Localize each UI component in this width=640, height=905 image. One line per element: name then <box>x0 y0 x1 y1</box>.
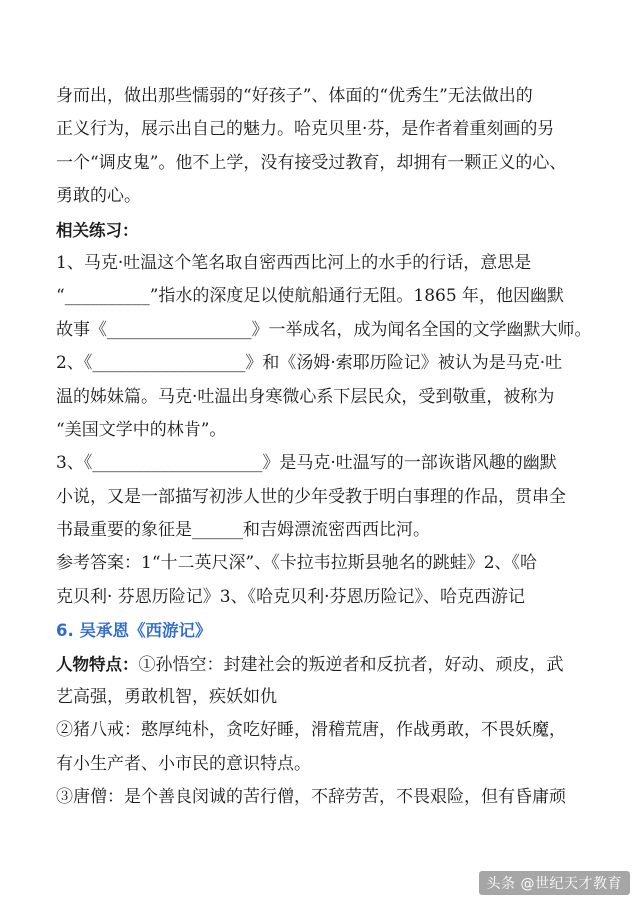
exercise-line: “__________”指水的深度足以使航船通行无阻。1865 年，他因幽默 <box>56 286 565 307</box>
traits-line: ③唐僧：是个善良闵诚的苦行僧，不辞劳苦，不畏艰险，但有昏庸顽 <box>56 787 566 808</box>
traits-line: 有小生产者、小市民的意识特点。 <box>56 753 311 774</box>
exercise-line: 温的姊妹篇。马克·吐温出身寒微心系下层民众，受到敬重，被称为 <box>56 386 555 407</box>
traits-line: 艺高强，勇敢机智，疾妖如仇 <box>56 687 277 708</box>
traits-text: ①孙悟空：封建社会的叛逆者和反抗者，好动、顽皮，武 <box>138 654 564 675</box>
paragraph-line: 一个“调皮鬼”。他不上学，没有接受过教育，却拥有一颗正义的心、 <box>56 152 567 173</box>
paragraph-line: 正义行为，展示出自己的魅力。哈克贝里·芬，是作者着重刻画的另 <box>56 119 555 140</box>
exercise-line: 1、马克·吐温这个笔名取自密西西比河上的水手的行话，意思是 <box>56 252 532 273</box>
traits-label: 人物特点： <box>56 654 139 674</box>
exercise-line: 2、《__________________》和《汤姆·索耶历险记》被认为是马克·吐 <box>56 353 563 374</box>
document-body <box>56 80 596 815</box>
exercise-line: 故事《_________________》一举成名，成为闻名全国的文学幽默大师。 <box>56 319 592 340</box>
section-heading-practice: 相关练习： <box>56 220 139 240</box>
exercise-line: “美国文学中的林肯”。 <box>56 419 227 440</box>
traits-line <box>56 648 596 681</box>
answer-line: 克贝利· 芬恩历险记》3、《哈克贝利·芬恩历险记》、哈克西游记 <box>56 586 526 607</box>
exercise-line: 书最重要的象征是______和吉姆漂流密西西比河。 <box>56 520 430 541</box>
source-watermark: 头条 @世纪天才教育 <box>479 871 630 895</box>
paragraph-line: 勇敢的心。 <box>56 186 141 207</box>
paragraph-line: 身而出，做出那些懦弱的“好孩子”、体面的“优秀生”无法做出的 <box>56 86 533 106</box>
exercise-line: 小说，又是一部描写初涉人世的少年受教于明白事理的作品，贯串全 <box>56 486 566 507</box>
exercise-line: 3、《____________________》是马克·吐温写的一部诙谐风趣的幽默 <box>56 453 557 474</box>
traits-line: ②猪八戒：憨厚纯朴，贪吃好睡，滑稽荒唐，作战勇敢，不畏妖魔， <box>56 720 566 741</box>
answer-line: 参考答案：1“十二英尺深”、《卡拉韦拉斯县驰名的跳蛙》2、《哈 <box>56 553 538 574</box>
section-heading-journey-west: 6. 吴承恩《西游记》 <box>56 621 212 641</box>
